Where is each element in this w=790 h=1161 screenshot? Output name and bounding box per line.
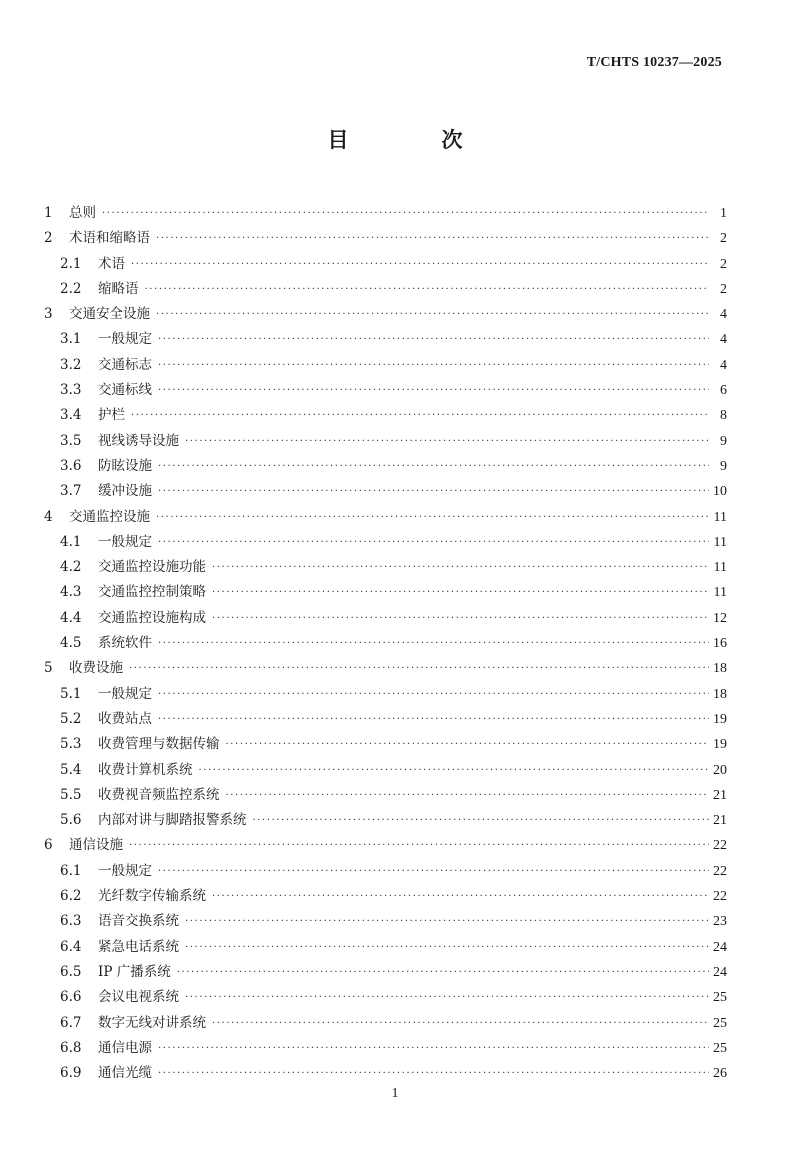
toc-entry-page: 2 [720,256,727,272]
toc-entry-page: 16 [713,636,727,652]
dot-leader [212,884,709,909]
toc-entry-title: 护栏 [98,407,125,424]
toc-entry-page: 26 [713,1066,727,1082]
toc-entry-title: 收费视音频监控系统 [98,786,220,803]
toc-entry-page: 8 [720,408,727,424]
toc-entry[interactable] [44,277,727,302]
toc-entry[interactable] [44,833,727,858]
dot-leader [158,454,709,479]
toc-entry[interactable] [44,1011,727,1036]
toc-entry[interactable] [44,1061,727,1086]
dot-leader [156,505,709,530]
toc-entry-number: 3.5 [60,432,82,449]
toc-entry[interactable] [44,429,727,454]
toc-entry-number: 6.7 [60,1014,82,1031]
toc-entry-title: 一般规定 [98,685,152,702]
dot-leader [102,201,709,226]
toc-entry-number: 6.6 [60,989,82,1006]
toc-entry-title: 交通监控控制策略 [98,584,206,601]
toc-entry-title: 语音交换系统 [98,913,179,930]
toc-entry[interactable] [44,302,727,327]
toc-entry[interactable] [44,960,727,985]
toc-entry-number: 2.1 [60,255,82,272]
dot-leader [185,985,709,1010]
dot-leader [131,403,709,428]
toc-entry-number: 6.4 [60,938,82,955]
toc-entry-title: 术语和缩略语 [69,230,150,247]
toc-entry-page: 11 [713,585,727,601]
toc-entry-number: 3 [44,306,53,323]
toc-entry[interactable] [44,656,727,681]
toc-entry-page: 19 [713,711,727,727]
toc-entry[interactable] [44,758,727,783]
toc-entry-number: 4.2 [60,559,82,576]
toc-entry[interactable] [44,808,727,833]
toc-entry-title: 会议电视系统 [98,989,179,1006]
page-title: 目 次 [327,128,499,152]
toc-entry-number: 3.4 [60,407,82,424]
toc-entry-page: 18 [713,686,727,702]
toc-entry-title: 防眩设施 [98,457,152,474]
toc-entry-page: 4 [720,332,727,348]
toc-entry-page: 24 [713,964,727,980]
dot-leader [158,1061,709,1086]
toc-entry-title: 视线诱导设施 [98,432,179,449]
toc-entry-number: 3.1 [60,331,82,348]
dot-leader [129,833,709,858]
toc-entry-number: 6.5 [60,963,82,980]
toc-entry-page: 21 [713,813,727,829]
toc-entry-title: 内部对讲与脚踏报警系统 [98,812,247,829]
toc-entry-title: 光纤数字传输系统 [98,888,206,905]
toc-entry-page: 20 [713,762,727,778]
toc-entry-title: 术语 [98,255,125,272]
toc-entry-number: 6.8 [60,1039,82,1056]
toc-entry-page: 10 [713,484,727,500]
dot-leader [158,631,709,656]
table-of-contents [44,201,727,1086]
dot-leader [212,580,709,605]
toc-entry-title: 数字无线对讲系统 [98,1014,206,1031]
toc-entry[interactable] [44,530,727,555]
toc-entry-page: 22 [713,863,727,879]
toc-entry-title: 一般规定 [98,533,152,550]
toc-entry-title: 一般规定 [98,862,152,879]
toc-entry[interactable] [44,985,727,1010]
toc-entry-page: 19 [713,737,727,753]
toc-entry-title: 总则 [69,205,96,221]
toc-entry-page: 11 [713,560,727,576]
toc-entry-page: 21 [713,787,727,803]
dot-leader [212,555,709,580]
toc-entry-page: 23 [713,914,727,930]
toc-entry-page: 24 [713,939,727,955]
dot-leader [158,859,709,884]
toc-entry[interactable] [44,479,727,504]
toc-entry[interactable] [44,707,727,732]
toc-entry-number: 5.2 [60,710,82,727]
dot-leader [158,1036,709,1061]
toc-entry-page: 25 [713,1040,727,1056]
dot-leader [156,226,709,251]
dot-leader [158,530,709,555]
toc-entry-page: 22 [713,889,727,905]
dot-leader [158,479,709,504]
dot-leader [145,277,710,302]
dot-leader [158,353,709,378]
toc-entry-title: 收费设施 [69,660,123,677]
dot-leader [131,252,709,277]
toc-entry-page: 1 [720,206,727,221]
toc-entry-title: 收费计算机系统 [98,761,193,778]
dot-leader [158,707,709,732]
toc-entry-number: 5.6 [60,812,82,829]
dot-leader [129,656,709,681]
toc-entry-title: 缓冲设施 [98,483,152,500]
toc-entry-page: 6 [720,383,727,399]
toc-entry-title: 交通安全设施 [69,306,150,323]
dot-leader [199,758,710,783]
toc-entry-number: 5.1 [60,685,82,702]
toc-entry[interactable] [44,226,727,251]
dot-leader [253,808,710,833]
toc-entry-page: 25 [713,1015,727,1031]
toc-entry-title: 交通监控设施构成 [98,609,206,626]
toc-entry-title: 系统软件 [98,635,152,652]
toc-entry-title: IP 广播系统 [98,963,171,980]
dot-leader [185,935,709,960]
dot-leader [158,682,709,707]
toc-entry[interactable] [44,732,727,757]
toc-entry[interactable] [44,403,727,428]
dot-leader [156,302,709,327]
toc-entry-number: 3.2 [60,356,82,373]
toc-entry-number: 1 [44,205,53,221]
toc-entry[interactable] [44,631,727,656]
dot-leader [212,1011,709,1036]
toc-entry-title: 一般规定 [98,331,152,348]
toc-entry-page: 11 [713,534,727,550]
toc-entry[interactable] [44,454,727,479]
toc-entry-number: 2.2 [60,280,82,297]
toc-entry-number: 6.2 [60,888,82,905]
dot-leader [158,327,709,352]
toc-entry-title: 交通监控设施功能 [98,559,206,576]
toc-entry-page: 25 [713,990,727,1006]
toc-entry-number: 6.1 [60,862,82,879]
toc-entry-title: 收费管理与数据传输 [98,736,220,753]
toc-entry-number: 5.4 [60,761,82,778]
toc-entry[interactable] [44,783,727,808]
toc-entry[interactable] [44,252,727,277]
toc-entry-number: 2 [44,230,53,247]
toc-entry[interactable] [44,884,727,909]
toc-entry-number: 3.6 [60,457,82,474]
toc-entry[interactable] [44,201,727,226]
toc-entry-page: 11 [713,509,727,525]
toc-entry-page: 2 [720,231,727,247]
toc-entry-number: 6.9 [60,1065,82,1082]
toc-entry-title: 收费站点 [98,710,152,727]
toc-entry[interactable] [44,327,727,352]
toc-entry-title: 交通标志 [98,356,152,373]
toc-entry[interactable] [44,909,727,934]
toc-entry[interactable] [44,555,727,580]
toc-entry-number: 4.3 [60,584,82,601]
dot-leader [226,732,710,757]
toc-entry-number: 6.3 [60,913,82,930]
toc-entry-number: 6 [44,837,53,854]
toc-entry-number: 5.5 [60,786,82,803]
toc-entry-number: 3.3 [60,382,82,399]
toc-entry-page: 12 [713,610,727,626]
toc-entry-page: 4 [720,307,727,323]
toc-entry-page: 2 [720,281,727,297]
dot-leader [158,378,709,403]
toc-entry-page: 9 [720,458,727,474]
toc-entry-number: 4.5 [60,635,82,652]
toc-entry-page: 22 [713,838,727,854]
toc-entry[interactable] [44,682,727,707]
toc-entry-page: 9 [720,433,727,449]
toc-entry[interactable] [44,353,727,378]
toc-entry-number: 5.3 [60,736,82,753]
toc-entry-page: 18 [713,661,727,677]
toc-entry[interactable] [44,1036,727,1061]
toc-entry[interactable] [44,606,727,631]
toc-entry-title: 通信电源 [98,1039,152,1056]
toc-entry-title: 交通标线 [98,382,152,399]
toc-entry[interactable] [44,935,727,960]
toc-entry-number: 4.1 [60,533,82,550]
dot-leader [212,606,709,631]
toc-entry-title: 紧急电话系统 [98,938,179,955]
dot-leader [226,783,710,808]
toc-entry-title: 通信光缆 [98,1065,152,1082]
toc-entry-title: 通信设施 [69,837,123,854]
dot-leader [177,960,709,985]
page-number: 1 [391,1086,399,1101]
toc-entry-title: 缩略语 [98,280,139,297]
toc-entry-page: 4 [720,357,727,373]
toc-entry-number: 3.7 [60,483,82,500]
toc-entry[interactable] [44,859,727,884]
dot-leader [185,909,709,934]
toc-entry-number: 4 [44,508,53,525]
toc-entry-number: 4.4 [60,609,82,626]
document-code: T/CHTS 10237—2025 [586,55,722,70]
toc-entry-title: 交通监控设施 [69,508,150,525]
dot-leader [185,429,709,454]
toc-entry[interactable] [44,580,727,605]
toc-entry-number: 5 [44,660,53,677]
toc-entry[interactable] [44,505,727,530]
toc-entry[interactable] [44,378,727,403]
